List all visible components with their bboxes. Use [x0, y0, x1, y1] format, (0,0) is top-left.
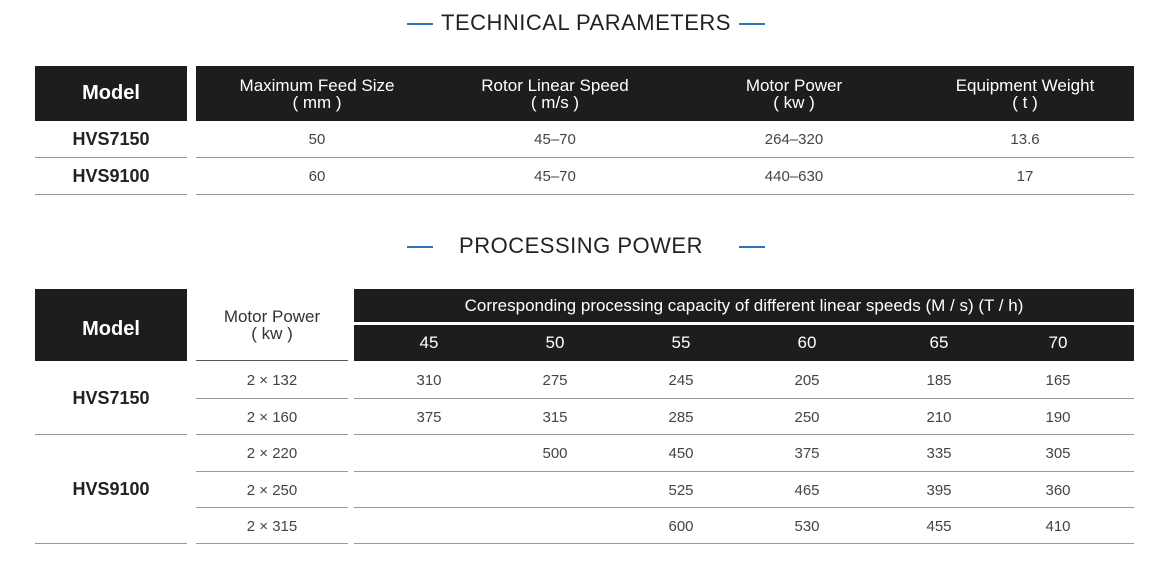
proc-motor-cell: 2 × 220 [246, 444, 298, 462]
proc-motor-header-label: Motor Power [223, 307, 321, 326]
tech-col-feed-size [196, 66, 438, 121]
proc-cell: 450 [668, 444, 694, 462]
proc-cell: 410 [1045, 517, 1071, 535]
proc-group-model: HVS7150 [72, 387, 150, 408]
speed-header: 60 [797, 333, 817, 352]
tech-col-unit: ( kw ) [773, 92, 815, 112]
tech-cell: 50 [308, 130, 326, 148]
row-divider [196, 543, 348, 544]
speed-header: 65 [929, 333, 949, 352]
row-divider [354, 543, 1134, 544]
tech-col-unit: ( t ) [1012, 92, 1038, 112]
proc-cell [354, 435, 504, 471]
speed-header: 50 [545, 333, 565, 352]
title-dash-right [739, 246, 765, 248]
proc-cell: 190 [1045, 408, 1071, 426]
proc-motor-header [196, 289, 348, 361]
proc-cell: 165 [1045, 371, 1071, 389]
tech-cell: 264–320 [764, 130, 824, 148]
title-dash-right [739, 23, 765, 25]
processing-title-text: PROCESSING POWER [459, 233, 703, 258]
tech-col-label: Equipment Weight [955, 75, 1095, 95]
row-divider [35, 194, 187, 195]
proc-cell: 375 [416, 408, 442, 426]
proc-cell: 525 [668, 481, 694, 499]
proc-motor-cell: 2 × 250 [246, 481, 298, 499]
tech-cell: 440–630 [764, 167, 824, 185]
proc-cell: 455 [926, 517, 952, 535]
title-dash-left [407, 23, 433, 25]
tech-row-model: HVS7150 [72, 128, 150, 149]
proc-cell: 600 [668, 517, 694, 535]
proc-cell: 465 [794, 481, 820, 499]
proc-cell [504, 472, 606, 508]
proc-cell [354, 472, 504, 508]
proc-cell: 245 [668, 371, 694, 389]
proc-group-model: HVS9100 [72, 478, 150, 499]
tech-col-motor-power [672, 66, 916, 121]
technical-parameters-title [0, 10, 1172, 36]
tech-cell: 45–70 [534, 130, 576, 148]
tech-cell: 45–70 [534, 167, 576, 185]
speed-header: 70 [1048, 333, 1068, 352]
row-divider [196, 194, 1134, 195]
group-divider [35, 543, 187, 544]
tech-col-unit: ( m/s ) [530, 92, 580, 112]
tech-col-unit: ( mm ) [292, 92, 342, 112]
tech-cell: 17 [1016, 167, 1034, 185]
tech-model-header: Model [82, 82, 140, 104]
proc-cell: 310 [416, 371, 442, 389]
proc-motor-cell: 2 × 160 [246, 408, 298, 426]
proc-cell: 360 [1045, 481, 1071, 499]
proc-cell: 530 [794, 517, 820, 535]
proc-capacity-header: Corresponding processing capacity of different linear speeds (M / s) (T / h) [464, 295, 1024, 315]
proc-cell: 285 [668, 408, 694, 426]
tech-col-label: Rotor Linear Speed [481, 75, 629, 95]
speed-header: 55 [671, 333, 691, 352]
technical-title-text: TECHNICAL PARAMETERS [441, 10, 731, 35]
proc-cell: 250 [794, 408, 820, 426]
proc-motor-header-unit: ( kw ) [251, 324, 293, 343]
proc-cell [504, 508, 606, 544]
proc-cell: 275 [542, 371, 568, 389]
tech-row-model: HVS9100 [72, 165, 150, 186]
proc-motor-cell: 2 × 315 [246, 517, 298, 535]
proc-cell: 500 [542, 444, 568, 462]
tech-col-rotor-speed [438, 66, 672, 121]
tech-col-label: Motor Power [745, 75, 843, 95]
proc-cell: 335 [926, 444, 952, 462]
proc-motor-cell: 2 × 132 [246, 371, 298, 389]
title-dash-left [407, 246, 433, 248]
tech-col-label: Maximum Feed Size [239, 75, 395, 95]
proc-cell [354, 508, 504, 544]
proc-cell: 375 [794, 444, 820, 462]
processing-power-title [0, 233, 1172, 259]
speed-header: 45 [419, 333, 439, 352]
proc-cell: 315 [542, 408, 568, 426]
tech-cell: 13.6 [1010, 130, 1040, 148]
proc-cell: 395 [926, 481, 952, 499]
header-underline [196, 360, 348, 361]
tech-cell: 60 [308, 167, 326, 185]
proc-cell: 305 [1045, 444, 1071, 462]
proc-cell: 210 [926, 408, 952, 426]
proc-cell: 185 [926, 371, 952, 389]
proc-model-header: Model [82, 317, 140, 340]
tech-col-equipment-weight [916, 66, 1134, 121]
proc-cell: 205 [794, 371, 820, 389]
